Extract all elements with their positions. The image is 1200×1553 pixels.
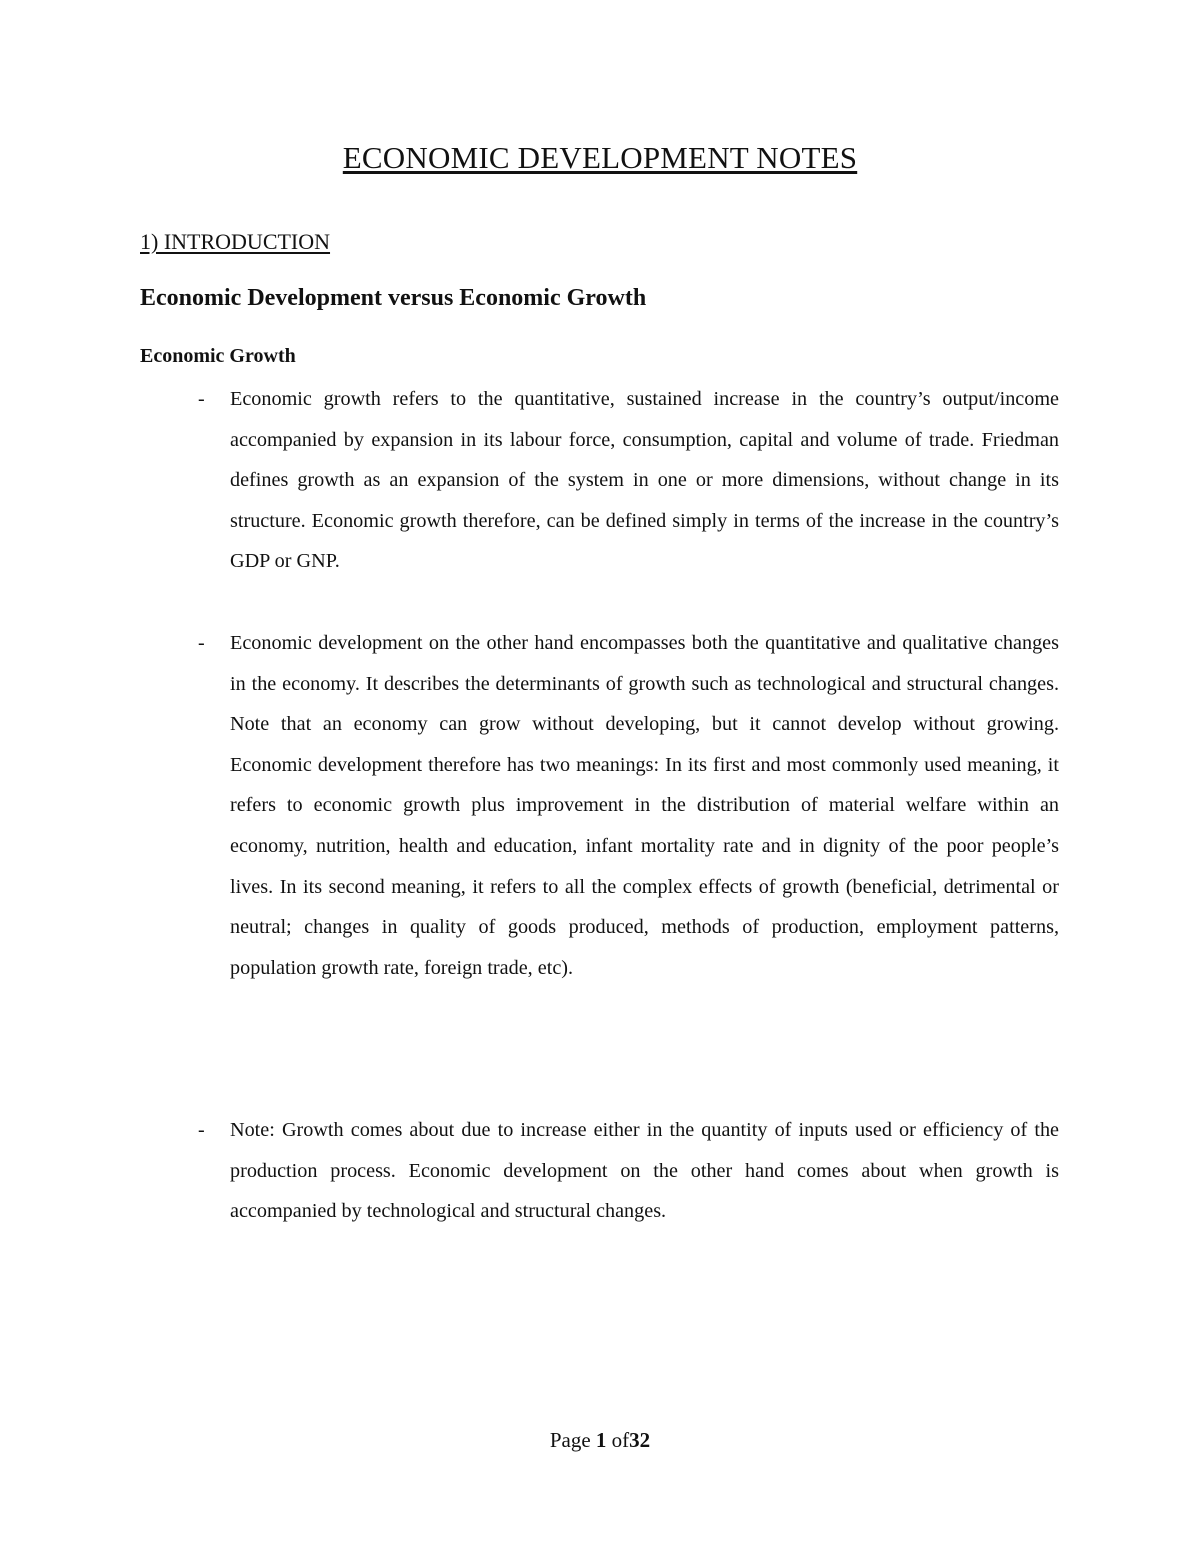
- bullet-text: Economic development on the other hand encompasses both the quantitative and qualitative changes in the economy. It describes the determinants of growth such as technological and structural changes. Note that an economy can grow without developing, but it cannot develop without growing. Economic development therefore has two meanings: In its first and most commonly used meaning, it refers to economic growth plus improvement in the distribution of material welfare within an economy, nutrition, health and education, infant mortality rate and in dignity of the poor people’s lives. In its second meaning, it refers to all the complex effects of growth (beneficial, detrimental or neutral; changes in quality of goods produced, methods of production, employment patterns, population growth rate, foreign trade, etc).: [230, 632, 1059, 979]
- page-word: Page: [549, 1428, 591, 1452]
- bullet-marker: -: [198, 388, 205, 410]
- total-pages-number: 32: [629, 1428, 651, 1452]
- bullet-text: Note: Growth comes about due to increase either in the quantity of inputs used or efficiency of the production process. Economic development on the other hand comes about when growth is accompanied by technological and structural changes.: [230, 1119, 1059, 1223]
- current-page-number: 1: [595, 1428, 607, 1452]
- page-footer: [0, 1428, 1200, 1453]
- document-title: ECONOMIC DEVELOPMENT NOTES: [342, 140, 858, 175]
- of-word: of: [611, 1428, 630, 1452]
- bullet-marker: -: [198, 1119, 205, 1141]
- topic-heading: Economic Development versus Economic Growth: [140, 285, 647, 311]
- bullet-text: Economic growth refers to the quantitative, sustained increase in the country’s output/income accompanied by expansion in its labour force, consumption, capital and volume of trade. Friedman defines growth as an expansion of the system in one or more dimensions, without change in its structure. Economic growth therefore, can be defined simply in terms of the increase in the country’s GDP or GNP.: [230, 388, 1059, 573]
- subtopic-heading: Economic Growth: [140, 345, 296, 367]
- bullet-marker: -: [198, 632, 205, 654]
- section-heading: 1) INTRODUCTION: [140, 229, 331, 254]
